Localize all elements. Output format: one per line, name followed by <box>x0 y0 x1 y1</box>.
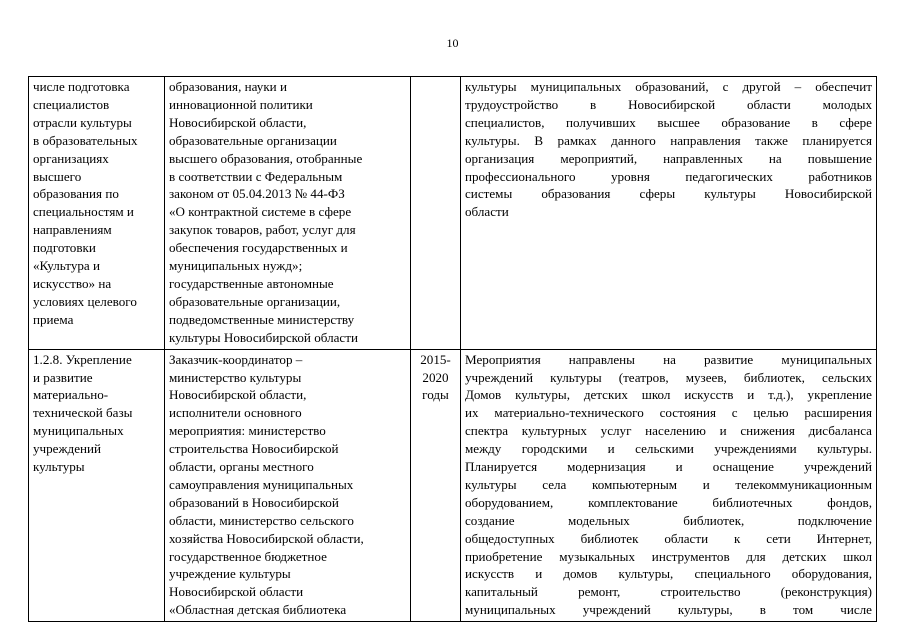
text-line: в соответствии с Федеральным <box>169 168 343 184</box>
executor-cell <box>165 349 411 622</box>
text-line: трудоустройство в Новосибирской области молодых <box>465 96 872 112</box>
text-line: Домов культуры, детских школ искусств и т.д.), укрепление <box>465 387 872 403</box>
text-line: в образовательных <box>33 132 138 148</box>
text-line: области, министерство сельского <box>169 512 354 528</box>
text-line: Планируется модернизация и оснащение учреждений <box>465 459 872 475</box>
activity-name-cell <box>29 349 165 622</box>
text-line: министерство культуры <box>169 369 302 385</box>
text-line: приема <box>33 311 74 327</box>
page-number: 10 <box>446 36 459 50</box>
text-line: «О контрактной системе в сфере <box>169 204 352 220</box>
text-line: специальностям и <box>33 204 134 220</box>
text-line: Новосибирской области, <box>169 114 307 130</box>
text-line: капитальный ремонт, строительство (реконструкция) <box>465 584 872 600</box>
text-line: муниципальных учреждений культуры, в том числе <box>465 602 872 618</box>
description-cell <box>461 349 877 622</box>
text-line: отрасли культуры <box>33 114 132 130</box>
text-line: культуры. В рамках данного направления также планируется <box>465 132 872 148</box>
text-line: культуры муниципальных образований, с другой – обеспечит <box>465 79 872 94</box>
text-line: условиях целевого <box>33 293 137 309</box>
text-line: учреждений культуры (театров, музеев, библиотек, сельских <box>465 369 872 385</box>
program-table <box>28 76 877 622</box>
text-line: их материально-технического состояния с целью расширения <box>465 405 872 421</box>
text-line: искусство» на <box>33 275 112 291</box>
text-line: материально- <box>33 387 109 403</box>
text-line: между городскими и сельскими учреждениями культуры. <box>465 441 872 457</box>
table-row <box>29 77 877 350</box>
text-line: мероприятия: министерство <box>169 423 326 439</box>
text-line: высшего образования, отобранные <box>169 150 363 166</box>
table-row <box>29 349 877 622</box>
period-cell <box>411 349 461 622</box>
text-line: высшего <box>33 168 82 184</box>
text-line: искусств и домов культуры, специального оборудования, <box>465 566 872 582</box>
text-line: образования по <box>33 186 119 202</box>
text-line: подведомственные министерству <box>169 311 355 327</box>
text-line: хозяйства Новосибирской области, <box>169 530 364 546</box>
text-line: Заказчик-координатор – <box>169 351 303 367</box>
text-line: и развитие <box>33 369 93 385</box>
text-line: технической базы <box>33 405 133 421</box>
text-line: исполнители основного <box>169 405 302 421</box>
text-line: подготовки <box>33 240 96 256</box>
text-line: профессионального уровня педагогических работников <box>465 168 872 184</box>
text-line: спектра культурных услуг населению и снижения дисбаланса <box>465 423 872 439</box>
text-line: Мероприятия направлены на развитие муниципальных <box>465 351 872 367</box>
text-line: приобретение музыкальных инструментов для детских школ <box>465 548 872 564</box>
text-line: области <box>465 204 509 220</box>
text-line: организация мероприятий, направленных на повышение <box>465 150 872 166</box>
executor-cell <box>165 77 411 350</box>
text-line: государственное бюджетное <box>169 548 327 564</box>
text-line: 1.2.8. Укрепление <box>33 351 132 367</box>
text-line: числе подготовка <box>33 79 130 94</box>
period-cell <box>411 77 461 350</box>
text-line: Новосибирской области, <box>169 387 307 403</box>
text-line: организациях <box>33 150 109 166</box>
text-line: области, органы местного <box>169 459 314 475</box>
text-line: направлениям <box>33 222 112 238</box>
text-line: Новосибирской области <box>169 584 304 600</box>
text-line: «Культура и <box>33 258 101 274</box>
text-line: системы образования сферы культуры Новосибирской <box>465 186 872 202</box>
text-line: специалистов <box>33 96 110 112</box>
text-line: специалистов, получивших высшее образование в сфере <box>465 114 872 130</box>
text-line: самоуправления муниципальных <box>169 476 354 492</box>
text-line: обеспечения государственных и <box>169 240 348 256</box>
text-line: образовательные организации, <box>169 293 341 309</box>
description-cell <box>461 77 877 350</box>
activity-name-cell <box>29 77 165 350</box>
text-line: годы <box>422 387 449 403</box>
text-line: оборудованием, комплектование библиотечных фондов, <box>465 494 872 510</box>
text-line: 2015- <box>420 351 451 367</box>
text-line: культуры <box>33 459 85 475</box>
text-line: муниципальных нужд»; <box>169 258 303 274</box>
text-line: образования, науки и <box>169 79 287 94</box>
text-line: образовательные организации <box>169 132 337 148</box>
text-line: создание модельных библиотек, подключение <box>465 512 872 528</box>
text-line: культуры Новосибирской области <box>169 329 358 345</box>
text-line: государственные автономные <box>169 275 334 291</box>
text-line: строительства Новосибирской <box>169 441 339 457</box>
text-line: учреждение культуры <box>169 566 291 582</box>
text-line: «Областная детская библиотека <box>169 602 347 618</box>
text-line: закупок товаров, работ, услуг для <box>169 222 356 238</box>
text-line: учреждений <box>33 441 102 457</box>
text-line: инновационной политики <box>169 96 313 112</box>
text-line: законом от 05.04.2013 № 44-ФЗ <box>169 186 345 202</box>
text-line: культуры села компьютерным и телекоммуникационным <box>465 476 872 492</box>
text-line: 2020 <box>422 369 449 385</box>
text-line: общедоступных библиотек области к сети Интернет, <box>465 530 872 546</box>
text-line: образований в Новосибирской <box>169 494 339 510</box>
text-line: муниципальных <box>33 423 124 439</box>
